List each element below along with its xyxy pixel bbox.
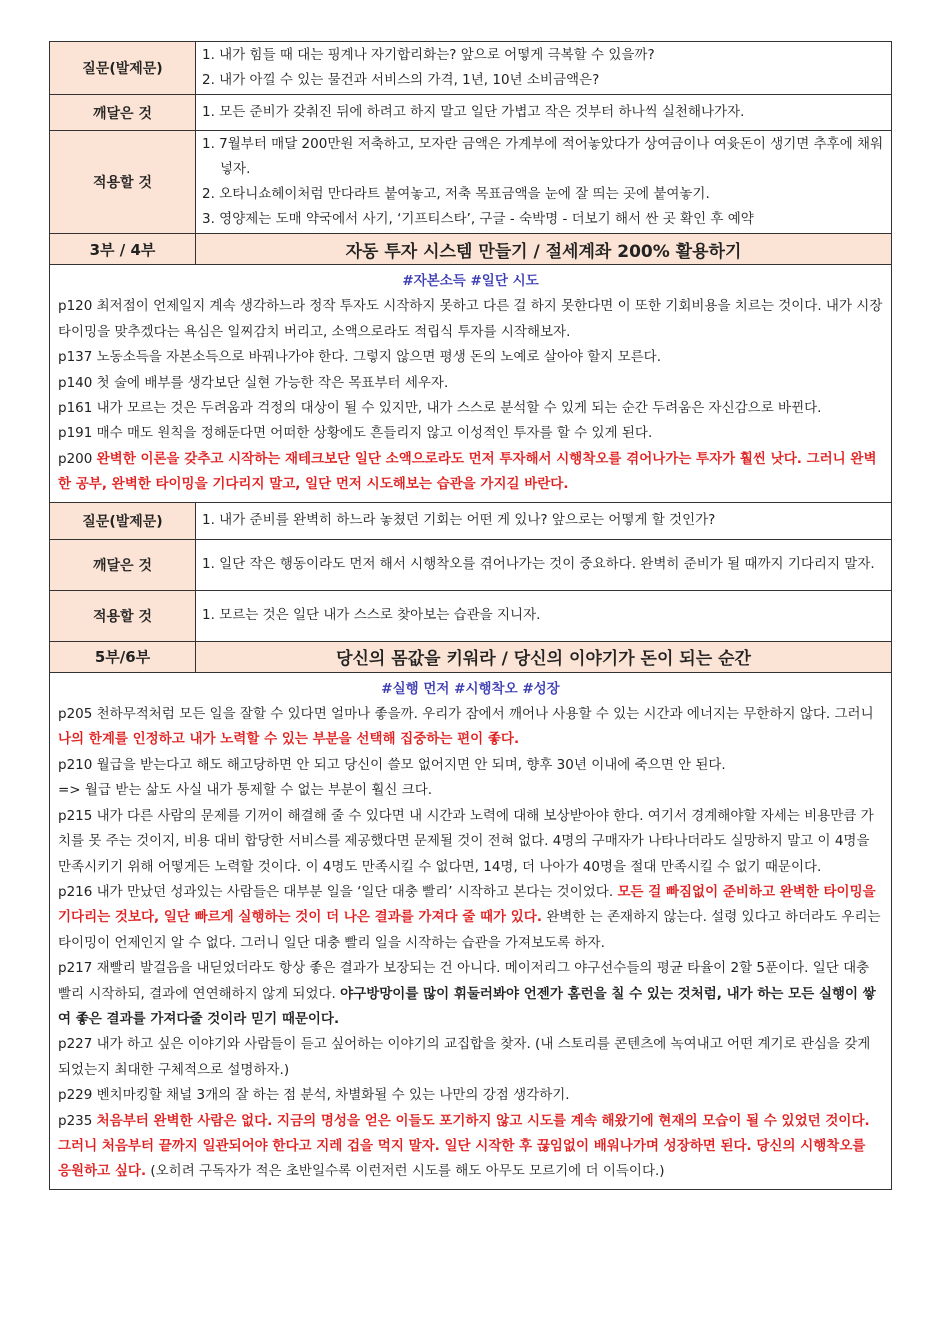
note-p229: p229 벤치마킹할 채널 3개의 잘 하는 점 분석, 차별화될 수 있는 나만의 강점 생각하기. <box>58 1087 570 1104</box>
note-p216: p216 내가 만났던 성과있는 사람들은 대부분 일을 ‘일단 대충 빨리’ 시작하고 본다는 것이었다. 모든 걸 빠짐없이 준비하고 완벽한 타이밍을 기다리는 것보다, 일단 빠르게 실행하는 것이 더 나은 결과를 가져다 줄 때가 있다. 완벽한 는 존재하지 않는다. 설령 있다고 하더라도 우리는 타이밍이 언제인지 알 수 없다. 그러니 일단 대충 빨리 일을 시작하는 습관을 가져보도록 하자. <box>58 883 881 951</box>
notes-body <box>50 265 892 503</box>
question-label: 질문(발제문) <box>50 502 196 539</box>
note-p120: p120 최저점이 언제일지 계속 생각하느라 정작 투자도 시작하지 못하고 다른 걸 하지 못한다면 이 또한 기회비용을 치르는 것이다. 내가 시장 타이밍을 맞추겠다는 욕심은 일찌감치 버리고, 소액으로라도 적립식 투자를 시작해보자. <box>58 298 883 340</box>
s1-realization-row <box>50 95 892 131</box>
s2-header-row <box>50 234 892 265</box>
highlight-text: 나의 한계를 인정하고 내가 노력할 수 있는 부분을 선택해 집중하는 편이 좋다. <box>58 731 520 748</box>
note-p205: p205 천하무적처럼 모든 일을 잘할 수 있다면 얼마나 좋을까. 우리가 잠에서 깨어나 사용할 수 있는 시간과 에너지는 무한하지 않다. 그러니 나의 한계를 인정하고 내가 노력할 수 있는 부분을 선택해 집중하는 편이 좋다. <box>58 706 874 748</box>
highlight-text: 처음부터 완벽한 사람은 없다. 지금의 명성을 얻은 이들도 포기하지 않고 시도를 계속 해왔기에 현재의 모습이 될 수 있었던 것이다. 그러니 처음부터 끝까지 일관되어야 한다고 지레 겁을 먹지 말자. 일단 시작한 후 끊임없이 배워나가며 성장하면 된다. 당신의 시행착오를 응원하고 싶다. <box>58 1112 870 1180</box>
highlight-text: 완벽한 이론을 갖추고 시작하는 재테크보단 일단 소액으로라도 먼저 투자해서 시행착오를 겪어나가는 투자가 훨씬 낫다. 그러니 완벽한 공부, 완벽한 타이밍을 기다리지 말고, 일단 먼저 시도해보는 습관을 가지길 바란다. <box>58 450 877 493</box>
question-item: 1. 내가 힘들 때 대는 핑계나 자기합리화는? 앞으로 어떻게 극복할 수 있을까? <box>202 47 655 63</box>
highlight-text: 모든 걸 빠짐없이 준비하고 완벽한 타이밍을 기다리는 것보다, 일단 빠르게 실행하는 것이 더 나은 결과를 가져다 줄 때가 있다. <box>58 883 876 926</box>
realization-item: 1. 일단 작은 행동이라도 먼저 해서 시행착오를 겪어나가는 것이 중요하다. 완벽히 준비가 될 때까지 기다리지 말자. <box>202 556 875 573</box>
note-p161: p161 내가 모르는 것은 두려움과 걱정의 대상이 될 수 있지만, 내가 스스로 분석할 수 있게 되는 순간 두려움은 자신감으로 바뀐다. <box>58 400 822 417</box>
question-item: 1. 내가 준비를 완벽히 하느라 놓쳤던 기회는 어떤 게 있나? 앞으로는 어떻게 할 것인가? <box>202 512 716 529</box>
note-p235: p235 처음부터 완벽한 사람은 없다. 지금의 명성을 얻은 이들도 포기하지 않고 시도를 계속 해왔기에 현재의 모습이 될 수 있었던 것이다. 그러니 처음부터 끝까지 일관되어야 한다고 지레 겁을 먹지 말자. 일단 시작한 후 끊임없이 배워나가며 성장하면 된다. 당신의 시행착오를 응원하고 싶다. (오히려 구독자가 적은 초반일수록 이런저런 시도를 해도 아무도 모르기에 더 이득이다.) <box>58 1112 870 1180</box>
note-p217: p217 재빨리 발걸음을 내딛었더라도 항상 좋은 결과가 보장되는 건 아니다. 메이저리그 야구선수들의 평균 타율이 2할 5푼이다. 일단 대충 빨리 시작하되, 결과에 연연해하지 않게 되었다. 야구방망이를 많이 휘둘러봐야 언젠가 홈런을 칠 수 있는 것처럼, 내가 하는 모든 실행이 쌓여 좋은 결과를 가져다줄 것이라 믿기 때문이다. <box>58 960 876 1027</box>
hashtags: #자본소득 #일단 시도 <box>402 273 539 289</box>
s3-application-row <box>50 590 892 641</box>
notes-body <box>50 672 892 1189</box>
bold-text: 야구방망이를 많이 휘둘러봐야 언젠가 홈런을 칠 수 있는 것처럼, 내가 하는 모든 실행이 쌓여 좋은 결과를 가져다줄 것이라 믿기 때문이다. <box>58 985 876 1027</box>
s4-notes-row <box>50 672 892 1189</box>
s1-application-row <box>50 131 892 234</box>
note-p210: p210 월급을 받는다고 해도 해고당하면 안 되고 당신이 쓸모 없어지면 안 되며, 향후 30년 이내에 죽으면 안 된다. <box>58 756 726 773</box>
s3-question-row <box>50 502 892 539</box>
hashtags: #실행 먼저 #시행착오 #성장 <box>381 680 560 697</box>
note-p200: p200 완벽한 이론을 갖추고 시작하는 재테크보단 일단 소액으로라도 먼저 투자해서 시행착오를 겪어나가는 투자가 훨씬 낫다. 그러니 완벽한 공부, 완벽한 타이밍을 기다리지 말고, 일단 먼저 시도해보는 습관을 가지길 바란다. <box>58 450 877 493</box>
note-p210-comment: => 월급 받는 삶도 사실 내가 통제할 수 없는 부분이 훨신 크다. <box>58 782 433 799</box>
application-item: 3. 영양제는 도매 약국에서 사기, ‘기프티스타’, 구글 - 숙박명 - 더보기 해서 싼 곳 확인 후 예약 <box>202 211 754 227</box>
note-p227: p227 내가 하고 싶은 이야기와 사람들이 듣고 싶어하는 이야기의 교집합을 찾자. (내 스토리를 콘텐츠에 녹여내고 어떤 계기로 관심을 갖게 되었는지 최대한 구체적으로 설명하자.) <box>58 1036 871 1078</box>
realization-item: 1. 모든 준비가 갖춰진 뒤에 하려고 하지 말고 일단 가볍고 작은 것부터 하나씩 실천해나가자. <box>202 104 745 120</box>
note-p137: p137 노동소득을 자본소득으로 바꿔나가야 한다. 그렇지 않으면 평생 돈의 노예로 살아야 할지 모른다. <box>58 349 662 366</box>
question-item: 2. 내가 아낄 수 있는 물건과 서비스의 가격, 1년, 10년 소비금액은? <box>202 72 600 88</box>
s1-question-row <box>50 42 892 95</box>
realization-label: 깨달은 것 <box>50 95 196 131</box>
chapter-title: 당신의 몸값을 키워라 / 당신의 이야기가 돈이 되는 순간 <box>196 641 892 672</box>
application-item: 2. 오타니쇼헤이처럼 만다라트 붙여놓고, 저축 목표금액을 눈에 잘 띄는 곳에 붙여놓기. <box>202 186 710 202</box>
application-item: 1. 7월부터 매달 200만원 저축하고, 모자란 금액은 가계부에 적어놓았다가 상여금이나 여윳돈이 생기면 추후에 채워넣자. <box>202 136 884 177</box>
note-p215: p215 내가 다른 사람의 문제를 기꺼이 해결해 줄 수 있다면 내 시간과 노력에 대해 보상받아야 한다. 여기서 경계해야할 자세는 비용만큼 가치를 못 주는 것이지, 비용 대비 합당한 서비스를 제공했다면 문제될 것이 전혀 없다. 4명의 구매자가 나타나더라도 실망하지 말고 이 4명을 만족시키기 위해 어떻게든 노력할 것이다. 이 4명도 만족시킬 수 없다면, 14명, 더 나아가 40명을 절대 만족시킬 수 없기 때문이다. <box>58 807 874 875</box>
s3-realization-row <box>50 539 892 590</box>
note-p191: p191 매수 매도 원칙을 정해둔다면 어떠한 상황에도 흔들리지 않고 이성적인 투자를 할 수 있게 된다. <box>58 425 653 442</box>
question-label: 질문(발제문) <box>50 42 196 95</box>
part-label: 3부 / 4부 <box>50 234 196 265</box>
book-review-table <box>49 41 892 1190</box>
realization-label: 깨달은 것 <box>50 539 196 590</box>
note-p140: p140 첫 술에 배부를 생각보단 실현 가능한 작은 목표부터 세우자. <box>58 374 449 391</box>
s4-header-row <box>50 641 892 672</box>
part-label: 5부/6부 <box>50 641 196 672</box>
application-label: 적용할 것 <box>50 590 196 641</box>
chapter-title: 자동 투자 시스템 만들기 / 절세계좌 200% 활용하기 <box>196 234 892 265</box>
application-item: 1. 모르는 것은 일단 내가 스스로 찾아보는 습관을 지니자. <box>202 607 541 624</box>
application-label: 적용할 것 <box>50 131 196 234</box>
s2-notes-row <box>50 265 892 503</box>
